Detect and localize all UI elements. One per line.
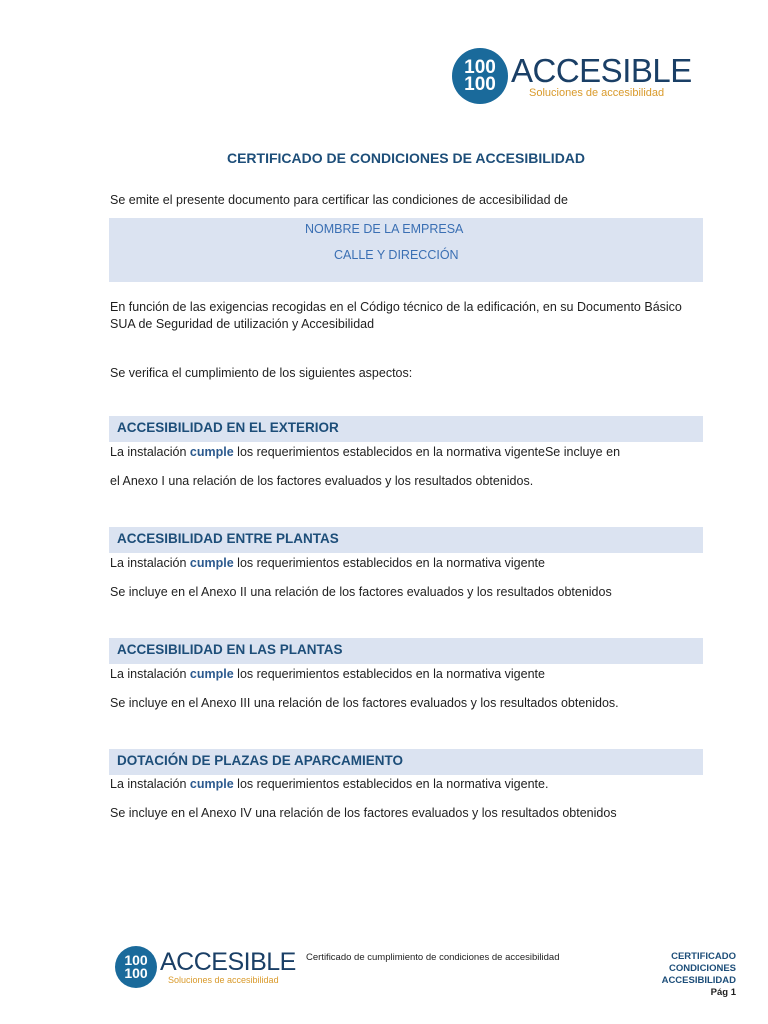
section-status-line bbox=[110, 777, 710, 791]
section-header-exterior bbox=[109, 416, 703, 442]
intro-paragraph: Se emite el presente documento para certificar las condiciones de accesibilidad de bbox=[110, 193, 568, 207]
footer-label-line: ACCESIBILIDAD bbox=[661, 975, 736, 986]
section-status-line bbox=[110, 667, 710, 681]
verify-paragraph: Se verifica el cumplimiento de los siguientes aspectos: bbox=[110, 366, 413, 380]
section-annex-line: el Anexo I una relación de los factores evaluados y los resultados obtenidos. bbox=[110, 474, 534, 488]
logo-number-top: 100 bbox=[464, 56, 496, 78]
footer-label-line: CERTIFICADO bbox=[671, 951, 736, 962]
status-keyword: cumple bbox=[189, 445, 234, 459]
footer-doc-label bbox=[662, 951, 736, 999]
document-title: CERTIFICADO DE CONDICIONES DE ACCESIBILIDAD bbox=[226, 150, 586, 166]
section-header-entre-plantas bbox=[109, 527, 703, 553]
footer-description: Certificado de cumplimiento de condiciones de accesibilidad bbox=[306, 952, 560, 963]
status-prefix: La instalación bbox=[110, 667, 190, 681]
section-annex-line: Se incluye en el Anexo IV una relación de los factores evaluados y los resultados obtenidos bbox=[110, 806, 617, 820]
section-status-line bbox=[110, 445, 710, 459]
company-name: NOMBRE DE LA EMPRESA bbox=[305, 222, 464, 236]
logo-number-bottom: 100 bbox=[124, 965, 148, 981]
section-heading: DOTACIÓN DE PLAZAS DE APARCAMIENTO bbox=[117, 753, 404, 768]
section-annex-line: Se incluye en el Anexo III una relación de los factores evaluados y los resultados obtenidos. bbox=[110, 696, 619, 710]
logo-circle-icon bbox=[452, 48, 508, 104]
logo-circle-icon bbox=[115, 946, 157, 988]
status-suffix: los requerimientos establecidos en la normativa vigenteSe incluye en bbox=[233, 445, 621, 459]
basis-paragraph: En función de las exigencias recogidas en el Código técnico de la edificación, en su Documento Básico SUA de Seguridad de utilización y Accesibilidad bbox=[110, 300, 682, 331]
footer-label-line: CONDICIONES bbox=[668, 963, 736, 974]
section-heading: ACCESIBILIDAD EN LAS PLANTAS bbox=[117, 642, 343, 657]
section-heading: ACCESIBILIDAD ENTRE PLANTAS bbox=[117, 531, 339, 546]
footer-logo bbox=[115, 946, 296, 988]
section-heading: ACCESIBILIDAD EN EL EXTERIOR bbox=[117, 420, 339, 435]
status-keyword: cumple bbox=[189, 777, 234, 791]
section-header-aparcamiento bbox=[109, 749, 703, 775]
status-keyword: cumple bbox=[189, 556, 234, 570]
status-prefix: La instalación bbox=[110, 556, 190, 570]
status-suffix: los requerimientos establecidos en la normativa vigente. bbox=[233, 777, 549, 791]
company-box bbox=[109, 218, 703, 282]
page-number: Pág 1 bbox=[710, 987, 736, 998]
section-status-line bbox=[110, 556, 710, 570]
logo-tagline: Soluciones de accesibilidad bbox=[529, 86, 665, 99]
status-prefix: La instalación bbox=[110, 777, 190, 791]
status-keyword: cumple bbox=[189, 667, 234, 681]
logo-brand-name: ACCESIBLE bbox=[511, 51, 692, 89]
logo-number-top: 100 bbox=[124, 952, 148, 969]
status-suffix: los requerimientos establecidos en la normativa vigente bbox=[233, 667, 545, 681]
section-annex-line: Se incluye en el Anexo II una relación de los factores evaluados y los resultados obtenidos bbox=[110, 585, 612, 599]
company-address: CALLE Y DIRECCIÓN bbox=[334, 248, 459, 262]
status-prefix: La instalación bbox=[110, 445, 190, 459]
section-header-en-las-plantas bbox=[109, 638, 703, 664]
logo-tagline: Soluciones de accesibilidad bbox=[168, 974, 279, 985]
status-suffix: los requerimientos establecidos en la normativa vigente bbox=[233, 556, 545, 570]
logo-number-bottom: 100 bbox=[464, 74, 496, 95]
company-logo bbox=[452, 48, 692, 104]
logo-brand-name: ACCESIBLE bbox=[160, 947, 296, 976]
